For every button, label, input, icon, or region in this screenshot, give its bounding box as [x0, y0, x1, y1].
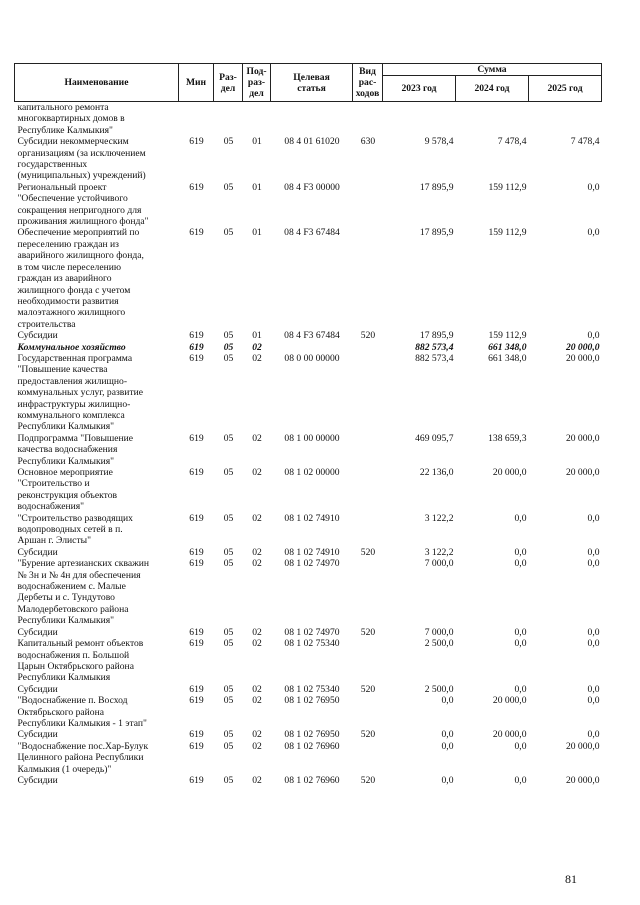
cell-2025: 20 000,0	[565, 432, 600, 444]
cell-podrazdel: 01	[252, 181, 262, 193]
cell-name: Государственная программа "Повышение качества предоставления жилищно- коммунальных услуг, развитие инфраструктуры жилищно- коммунального комплекса Республики Калмыкия"	[17, 352, 144, 433]
cell-target: 08 4 F3 67484	[284, 330, 340, 342]
cell-podrazdel: 02	[252, 695, 262, 707]
cell-razdel: 05	[223, 546, 234, 558]
cell-2023: 17 895,9	[419, 181, 454, 193]
cell-name: Субсидии	[17, 330, 58, 342]
cell-2024: 138 659,3	[488, 432, 527, 444]
cell-razdel: 05	[223, 352, 234, 364]
header-year-2023: 2023 год	[383, 76, 456, 102]
cell-vid	[353, 558, 383, 626]
cell-2025: 0,0	[587, 227, 600, 239]
cell-podrazdel: 02	[252, 341, 262, 353]
header-podrazdel: Под- раз- дел	[243, 64, 271, 102]
table-row	[15, 433, 602, 467]
cell-2024: 0,0	[514, 774, 527, 786]
cell-podrazdel: 02	[252, 729, 262, 741]
table-row	[15, 136, 602, 182]
cell-2023: 469 095,7	[415, 432, 454, 444]
cell-vid	[353, 227, 383, 330]
cell-2025	[529, 102, 602, 137]
cell-2023: 3 122,2	[424, 512, 454, 524]
cell-razdel: 05	[223, 774, 234, 786]
cell-podrazdel: 01	[252, 227, 262, 239]
cell-razdel: 05	[223, 432, 234, 444]
cell-target: 08 4 01 61020	[284, 136, 340, 148]
cell-min: 619	[189, 467, 204, 478]
cell-vid	[353, 741, 383, 775]
cell-target: 08 1 02 76960	[284, 740, 340, 752]
cell-podrazdel: 02	[252, 432, 262, 444]
cell-razdel: 05	[223, 683, 234, 695]
cell-target: 08 4 F3 00000	[284, 181, 340, 193]
cell-name: Субсидии	[17, 774, 58, 786]
table-row	[15, 182, 602, 228]
cell-2025: 0,0	[587, 181, 600, 193]
cell-2023: 7 000,0	[424, 558, 454, 570]
table-row	[15, 330, 602, 341]
cell-2024: 0,0	[514, 638, 527, 650]
cell-2025: 20 000,0	[565, 774, 600, 786]
cell-podrazdel	[243, 102, 271, 137]
cell-2024: 159 112,9	[488, 181, 527, 193]
cell-target: 08 1 02 00000	[284, 467, 340, 478]
cell-2025: 0,0	[587, 546, 600, 558]
cell-2025: 0,0	[587, 729, 600, 741]
cell-2023: 0,0	[441, 740, 454, 752]
cell-name: Субсидии	[17, 546, 58, 558]
cell-2023: 7 000,0	[424, 626, 454, 638]
cell-2025: 20 000,0	[565, 352, 600, 364]
table-row	[15, 627, 602, 638]
cell-min: 619	[189, 136, 204, 148]
cell-name: Основное мероприятие "Строительство и реконструкция объектов водоснабжения"	[17, 467, 118, 513]
cell-razdel: 05	[223, 638, 234, 650]
cell-min: 619	[189, 546, 204, 558]
cell-podrazdel: 02	[252, 774, 262, 786]
table-row	[15, 741, 602, 775]
cell-min: 619	[189, 729, 204, 741]
cell-vid	[353, 182, 383, 228]
cell-2025: 0,0	[587, 512, 600, 524]
cell-razdel: 05	[223, 341, 234, 353]
cell-name: Региональный проект "Обеспечение устойчивого сокращения непригодного для проживания жилищного фонда"	[17, 181, 149, 228]
cell-2025: 20 000,0	[565, 467, 600, 478]
cell-podrazdel: 01	[252, 330, 262, 342]
cell-2023: 17 895,9	[419, 330, 454, 342]
header-year-2025: 2025 год	[529, 76, 602, 102]
header-year-2024: 2024 год	[456, 76, 529, 102]
cell-target: 08 4 F3 67484	[284, 227, 340, 239]
cell-2024: 159 112,9	[488, 330, 527, 342]
cell-name: Капитальный ремонт объектов водоснабжения п. Большой Царын Октябрьского района Республики Калмыкия	[17, 638, 144, 684]
cell-2024	[456, 102, 529, 137]
table-row	[15, 775, 602, 786]
cell-2023: 0,0	[441, 729, 454, 741]
cell-2025: 0,0	[587, 638, 600, 650]
table-row	[15, 558, 602, 626]
cell-name: Обеспечение мероприятий по переселению граждан из аварийного жилищного фонда, в том числе переселению граждан из аварийного жилищного фонда с учетом необходимости развития малоэтажного жилищного строительства	[17, 227, 144, 330]
table-row	[15, 342, 602, 353]
table-row	[15, 729, 602, 740]
cell-min: 619	[189, 695, 204, 707]
cell-name: "Строительство разводящих водопроводных сетей в п. Аршан г. Элисты"	[17, 512, 133, 547]
table-row	[15, 638, 602, 684]
cell-2025: 20 000,0	[565, 341, 600, 353]
cell-vid: 520	[360, 546, 376, 558]
cell-2025: 0,0	[587, 626, 600, 638]
cell-2023: 9 578,4	[424, 136, 454, 148]
table-row	[15, 227, 602, 330]
cell-name: "Бурение артезианских скважин № 3н и № 4н для обеспечения водоснабжением с. Малые Дербеты и с. Тундутово Малодербетовского района Республики Калмыкия"	[17, 558, 150, 627]
table-row	[15, 684, 602, 695]
cell-podrazdel: 01	[252, 136, 262, 148]
cell-podrazdel: 02	[252, 626, 262, 638]
page-number: 81	[565, 872, 577, 886]
cell-2024: 0,0	[514, 626, 527, 638]
cell-2023: 882 573,4	[415, 352, 454, 364]
cell-target: 08 0 00 00000	[284, 352, 340, 364]
cell-vid	[353, 513, 383, 547]
cell-target: 08 1 02 74970	[284, 558, 340, 570]
cell-vid: 520	[360, 774, 376, 786]
cell-min: 619	[189, 558, 204, 570]
header-razdel: Раз- дел	[214, 64, 243, 102]
cell-min: 619	[189, 432, 204, 444]
cell-razdel: 05	[223, 626, 234, 638]
cell-vid: 520	[360, 683, 376, 695]
cell-2024: 0,0	[514, 546, 527, 558]
cell-2023: 882 573,4	[415, 341, 454, 353]
cell-vid	[353, 342, 383, 353]
cell-name: капитального ремонта многоквартирных домов в Республике Калмыкия"	[17, 102, 125, 136]
cell-target: 08 1 02 74910	[284, 512, 340, 524]
cell-razdel	[214, 102, 243, 137]
cell-2024: 159 112,9	[488, 227, 527, 239]
cell-2025: 7 478,4	[570, 136, 600, 148]
cell-podrazdel: 02	[252, 467, 262, 478]
cell-vid	[353, 467, 383, 513]
cell-vid	[353, 433, 383, 467]
cell-2023: 22 136,0	[419, 467, 454, 478]
cell-min: 619	[189, 774, 204, 786]
cell-2025: 0,0	[587, 695, 600, 707]
cell-name: Субсидии	[17, 683, 58, 695]
cell-2023: 3 122,2	[424, 546, 454, 558]
cell-target	[271, 342, 353, 353]
cell-target: 08 1 02 76950	[284, 695, 340, 707]
table-body	[15, 102, 602, 787]
cell-name: Субсидии	[17, 626, 58, 638]
cell-2024: 661 348,0	[488, 341, 527, 353]
cell-razdel: 05	[223, 512, 234, 524]
cell-razdel: 05	[223, 136, 234, 148]
cell-2024: 0,0	[514, 740, 527, 752]
cell-name: "Водоснабжение пос.Хар-Булук Целинного района Республики Калмыкия (1 очередь)"	[17, 740, 149, 775]
cell-razdel: 05	[223, 695, 234, 707]
cell-razdel: 05	[223, 467, 234, 478]
cell-min: 619	[189, 683, 204, 695]
cell-target: 08 1 02 76960	[284, 774, 340, 786]
cell-min: 619	[189, 638, 204, 650]
cell-razdel: 05	[223, 558, 234, 570]
header-sum: Сумма	[383, 64, 602, 76]
cell-name: Подпрограмма "Повышение качества водоснабжения Республики Калмыкия"	[17, 432, 134, 467]
cell-2023: 17 895,9	[419, 227, 454, 239]
cell-vid	[353, 102, 383, 137]
cell-razdel: 05	[223, 330, 234, 342]
cell-min: 619	[189, 227, 204, 239]
header-name: Наименование	[15, 64, 179, 102]
cell-name: "Водоснабжение п. Восход Октябрьского района Республики Калмыкия - 1 этап"	[17, 695, 147, 729]
cell-2025: 0,0	[587, 558, 600, 570]
table-row	[15, 547, 602, 558]
cell-vid: 520	[360, 330, 376, 342]
cell-target: 08 1 02 74970	[284, 626, 340, 638]
cell-vid	[353, 638, 383, 684]
cell-2023: 2 500,0	[424, 683, 454, 695]
cell-name: Субсидии	[17, 729, 58, 741]
cell-name: Коммунальное хозяйство	[17, 341, 126, 353]
cell-target: 08 1 02 76950	[284, 729, 340, 741]
cell-podrazdel: 02	[252, 558, 262, 570]
table-row	[15, 513, 602, 547]
cell-2024: 20 000,0	[492, 729, 527, 741]
table-row	[15, 353, 602, 433]
cell-2024: 0,0	[514, 683, 527, 695]
cell-2023	[383, 102, 456, 137]
cell-vid: 520	[360, 729, 376, 741]
cell-2023: 0,0	[441, 774, 454, 786]
table-header	[15, 64, 602, 102]
cell-2025: 20 000,0	[565, 740, 600, 752]
cell-2025: 0,0	[587, 683, 600, 695]
cell-min: 619	[189, 626, 204, 638]
cell-min	[179, 102, 214, 137]
cell-vid: 520	[360, 626, 376, 638]
table-row	[15, 467, 602, 513]
cell-min: 619	[189, 352, 204, 364]
cell-vid: 630	[360, 136, 376, 148]
cell-name: Субсидии некоммерческим организациям (за исключением государственных (муниципальных) учреждений)	[17, 136, 146, 182]
cell-vid	[353, 695, 383, 729]
cell-2024: 20 000,0	[492, 467, 527, 478]
cell-razdel: 05	[223, 227, 234, 239]
header-vid: Вид рас- ходов	[353, 64, 383, 102]
table-row	[15, 695, 602, 729]
cell-podrazdel: 02	[252, 546, 262, 558]
cell-min: 619	[189, 740, 204, 752]
table-row	[15, 102, 602, 137]
cell-2024: 7 478,4	[497, 136, 527, 148]
cell-razdel: 05	[223, 740, 234, 752]
cell-podrazdel: 02	[252, 683, 262, 695]
cell-2024: 0,0	[514, 512, 527, 524]
cell-min: 619	[189, 330, 204, 342]
cell-target: 08 1 02 75340	[284, 638, 340, 650]
cell-min: 619	[189, 512, 204, 524]
cell-2023: 2 500,0	[424, 638, 454, 650]
cell-min: 619	[189, 341, 204, 353]
cell-2025: 0,0	[587, 330, 600, 342]
cell-podrazdel: 02	[252, 638, 262, 650]
cell-podrazdel: 02	[252, 512, 262, 524]
cell-2024: 20 000,0	[492, 695, 527, 707]
cell-vid	[353, 353, 383, 433]
header-target: Целевая статья	[271, 64, 353, 102]
cell-2024: 661 348,0	[488, 352, 527, 364]
cell-razdel: 05	[223, 729, 234, 741]
header-min: Мин	[179, 64, 214, 102]
cell-target: 08 1 02 75340	[284, 683, 340, 695]
cell-min: 619	[189, 181, 204, 193]
cell-2024: 0,0	[514, 558, 527, 570]
cell-2023: 0,0	[441, 695, 454, 707]
cell-podrazdel: 02	[252, 740, 262, 752]
cell-target: 08 1 02 74910	[284, 546, 340, 558]
budget-table	[14, 63, 602, 786]
cell-target: 08 1 00 00000	[284, 432, 340, 444]
cell-podrazdel: 02	[252, 352, 262, 364]
cell-razdel: 05	[223, 181, 234, 193]
cell-target	[271, 102, 353, 137]
